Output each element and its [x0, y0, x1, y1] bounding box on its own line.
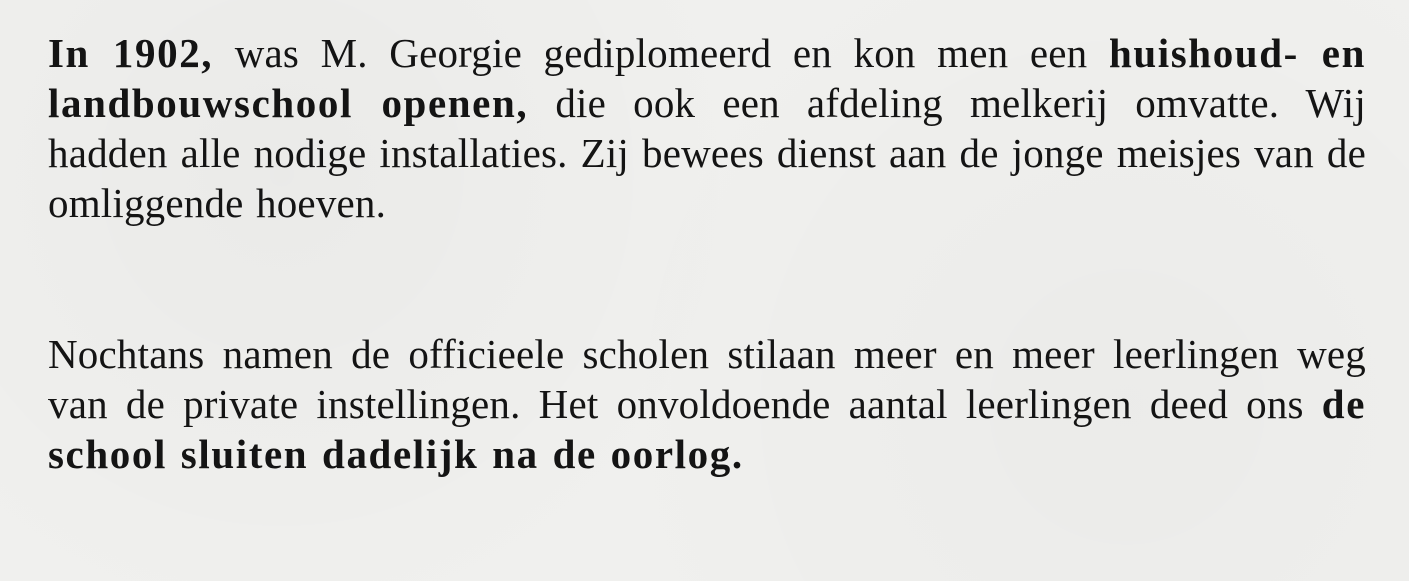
paragraph-1-text-b: die ook een afdeling melkerij omvatte. Wij hadden alle nodige installaties. Zij bewees dienst aan de jonge meisjes van de omliggende hoeven. [48, 80, 1366, 226]
paragraph-1-text-a: was M. Georgie gediplomeerd en kon men een [213, 30, 1109, 76]
paragraph-2-text-a: Nochtans namen de officieele scholen stilaan meer en meer leerlingen weg van de private instellingen. Het onvoldoende aantal leerlingen deed ons [48, 331, 1366, 427]
paragraph-1-bold-school: huishoud- en landbouwschool openen, [48, 30, 1366, 126]
paragraph-2 [48, 329, 1366, 479]
paragraph-1 [48, 28, 1366, 228]
paragraph-2-bold-closing: de school sluiten dadelijk na de oorlog. [48, 381, 1366, 477]
paragraph-1-bold-year: In 1902, [48, 30, 214, 76]
